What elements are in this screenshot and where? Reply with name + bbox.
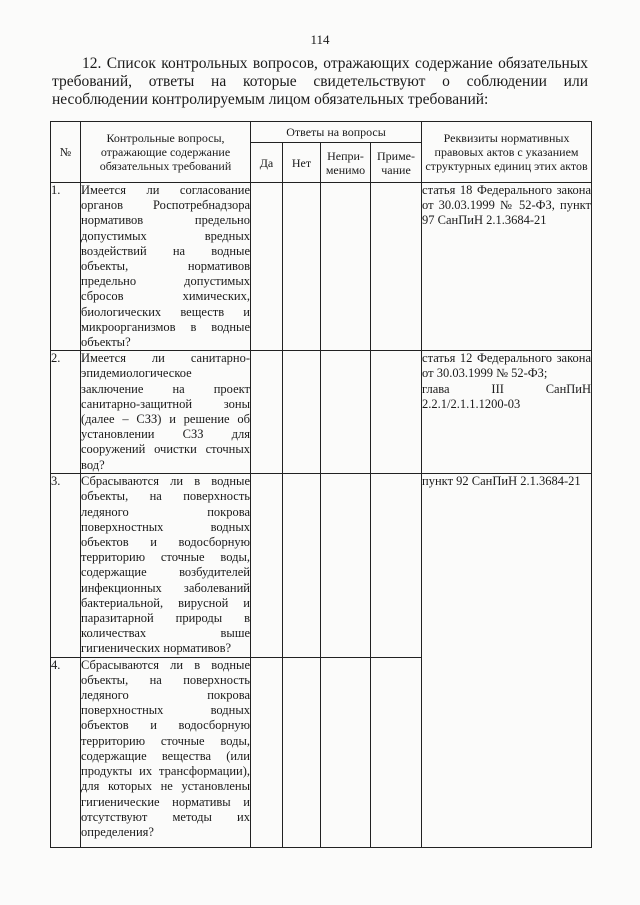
table-row (51, 351, 592, 474)
header-number: № (51, 122, 81, 183)
table-row (51, 183, 592, 351)
answer-note-cell[interactable] (371, 657, 422, 847)
answer-note-cell[interactable] (371, 183, 422, 351)
requisites-line: статья 12 Федерального закона от 30.03.1999 № 52-ФЗ; (422, 351, 592, 381)
answer-not-applicable-cell[interactable] (321, 183, 371, 351)
row-number: 2. (51, 351, 81, 474)
answer-no-cell[interactable] (283, 474, 321, 657)
row-number: 1. (51, 183, 81, 351)
table-row (51, 474, 592, 657)
answer-yes-cell[interactable] (251, 657, 283, 847)
header-not-applicable: Непри-менимо (321, 143, 371, 183)
header-yes: Да (251, 143, 283, 183)
answer-not-applicable-cell[interactable] (321, 474, 371, 657)
header-requisites: Реквизиты нормативных правовых актов с указанием структурных единиц этих актов (422, 122, 592, 183)
answer-yes-cell[interactable] (251, 351, 283, 474)
header-question: Контрольные вопросы, отражающие содержание обязательных требований (81, 122, 251, 183)
requisites-cell: статья 18 Федерального закона от 30.03.1999 № 52-ФЗ, пункт 97 СанПиН 2.1.3684-21 (422, 183, 592, 351)
checklist-table (50, 121, 592, 848)
header-note: Приме-чание (371, 143, 422, 183)
requisites-cell: пункт 92 СанПиН 2.1.3684-21 (422, 474, 592, 847)
page-number: 114 (310, 32, 330, 47)
answer-no-cell[interactable] (283, 657, 321, 847)
answer-note-cell[interactable] (371, 474, 422, 657)
row-number: 3. (51, 474, 81, 657)
answer-no-cell[interactable] (283, 351, 321, 474)
question-cell: Сбрасываются ли в водные объекты, на поверхность ледяного покрова поверхностных водных объектов и водосборную территорию сточные воды, содержащие вещества (или продукты их трансформации), для которых не установлены гигиенические нормативы и отсутствуют методы их определения? (81, 657, 251, 847)
requisites-line: глава III СанПиН 2.2.1/2.1.1.1200-03 (422, 381, 592, 411)
question-cell: Сбрасываются ли в водные объекты, на поверхность ледяного покрова поверхностных водных объектов и водосборную территорию сточные воды, содержащие возбудителей инфекционных заболеваний бактериальной, вирусной и паразитарной природы в количествах выше гигиенических нормативов? (81, 474, 250, 656)
answer-note-cell[interactable] (371, 351, 422, 474)
requisites-cell (422, 351, 592, 474)
answer-yes-cell[interactable] (251, 183, 283, 351)
header-answers: Ответы на вопросы (251, 122, 422, 143)
answer-no-cell[interactable] (283, 183, 321, 351)
section-heading: 12. Список контрольных вопросов, отражающих содержание обязательных требований, ответы на которые свидетельствуют о соблюдении или несоблюдении контролируемым лицом обязательных требований: (52, 55, 588, 108)
header-no: Нет (283, 143, 321, 183)
row-number: 4. (51, 657, 81, 847)
answer-yes-cell[interactable] (251, 474, 283, 657)
answer-not-applicable-cell[interactable] (321, 351, 371, 474)
answer-not-applicable-cell[interactable] (321, 657, 371, 847)
question-cell: Имеется ли санитарно-эпидемиологическое заключение на проект санитарно-защитной зоны (далее – СЗЗ) и решение об установлении СЗЗ для сооружений очистки сточных вод? (81, 351, 251, 474)
question-cell: Имеется ли согласование органов Роспотребнадзора нормативов предельно допустимых вредных воздействий на водные объекты, нормативов предельно допустимых сбросов химических, биологических веществ и микроорганизмов в водные объекты? (81, 183, 250, 350)
